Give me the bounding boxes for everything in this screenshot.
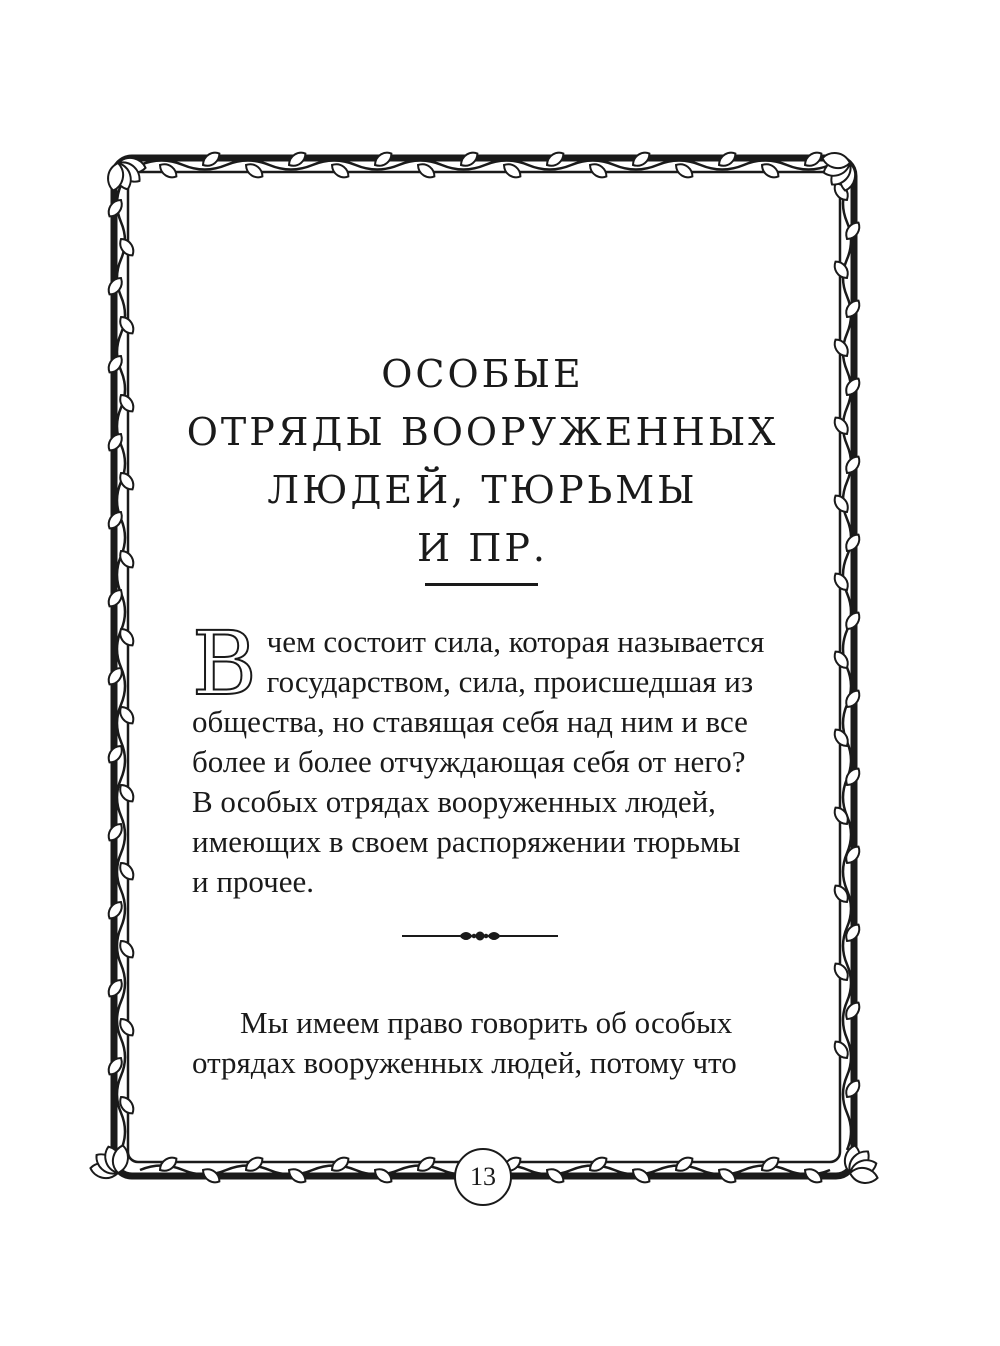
paragraph-line: общества, но ставящая себя над ним и все — [192, 704, 748, 739]
paragraph-1 — [192, 612, 770, 902]
ornamental-divider — [400, 926, 560, 946]
heading-line-2: ОТРЯДЫ ВООРУЖЕННЫХ — [186, 410, 779, 454]
paragraph-line: отрядах вооруженных людей, потому что — [192, 1045, 737, 1080]
drop-cap: В — [192, 612, 257, 715]
paragraph-line: и прочее. — [192, 864, 314, 899]
heading-line-3: ЛЮДЕЙ, ТЮРЬМЫ — [267, 468, 698, 512]
paragraph-line: Мы имеем право говорить об особых — [240, 1005, 733, 1040]
paragraph-2 — [192, 1003, 770, 1083]
paragraph-line: более и более отчуждающая себя от него? — [192, 744, 746, 779]
page-number-text: 13 — [470, 1162, 496, 1191]
heading-line-4: И ПР. — [416, 526, 548, 570]
paragraph-line: имеющих в своем распоряжении тюрьмы — [192, 824, 741, 859]
heading-line-1: ОСОБЫЕ — [381, 352, 584, 396]
paragraph-line: В особых отрядах вооруженных людей, — [192, 784, 716, 819]
paragraph-line: чем состоит сила, которая называется — [266, 624, 765, 659]
page-number — [454, 1148, 512, 1206]
paragraph-line: государством, сила, происшедшая из — [266, 664, 754, 699]
heading-rule — [425, 583, 538, 586]
